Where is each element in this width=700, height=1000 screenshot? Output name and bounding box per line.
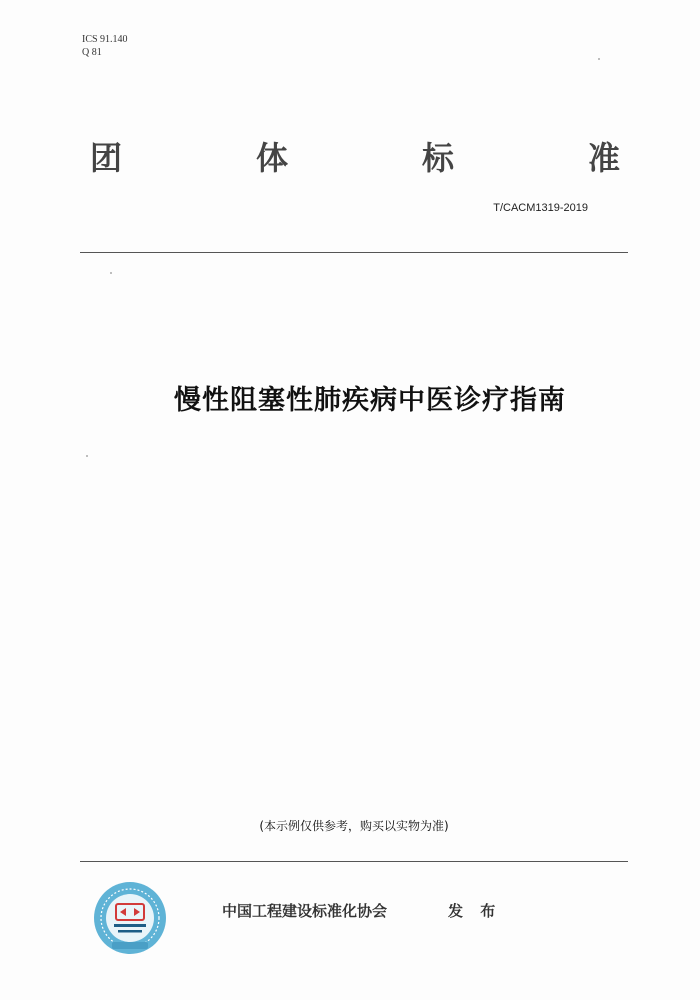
standard-type-heading [90,133,620,179]
scan-speck [110,272,112,274]
heading-char-1: 团 [90,139,123,177]
publisher-name: 中国工程建设标准化协会 [222,902,388,920]
classification-codes [82,33,128,59]
anti-counterfeit-seal-icon [92,880,168,956]
standard-number: T/CACM1319-2019 [493,202,588,214]
heading-char-4: 准 [587,139,620,177]
heading-char-2: 体 [255,139,288,177]
publish-label: 发 布 [448,902,502,920]
ccs-code: Q 81 [82,47,102,58]
heading-char-3: 标 [421,139,454,177]
scan-speck [598,58,600,60]
bottom-divider [80,861,628,862]
top-divider [80,252,628,253]
ics-code: ICS 91.140 [82,34,128,45]
scan-speck [86,455,88,457]
document-title: 慢性阻塞性肺疾病中医诊疗指南 [174,385,566,416]
sample-disclaimer: (本示例仅供参考，购买以实物为准) [259,819,449,833]
